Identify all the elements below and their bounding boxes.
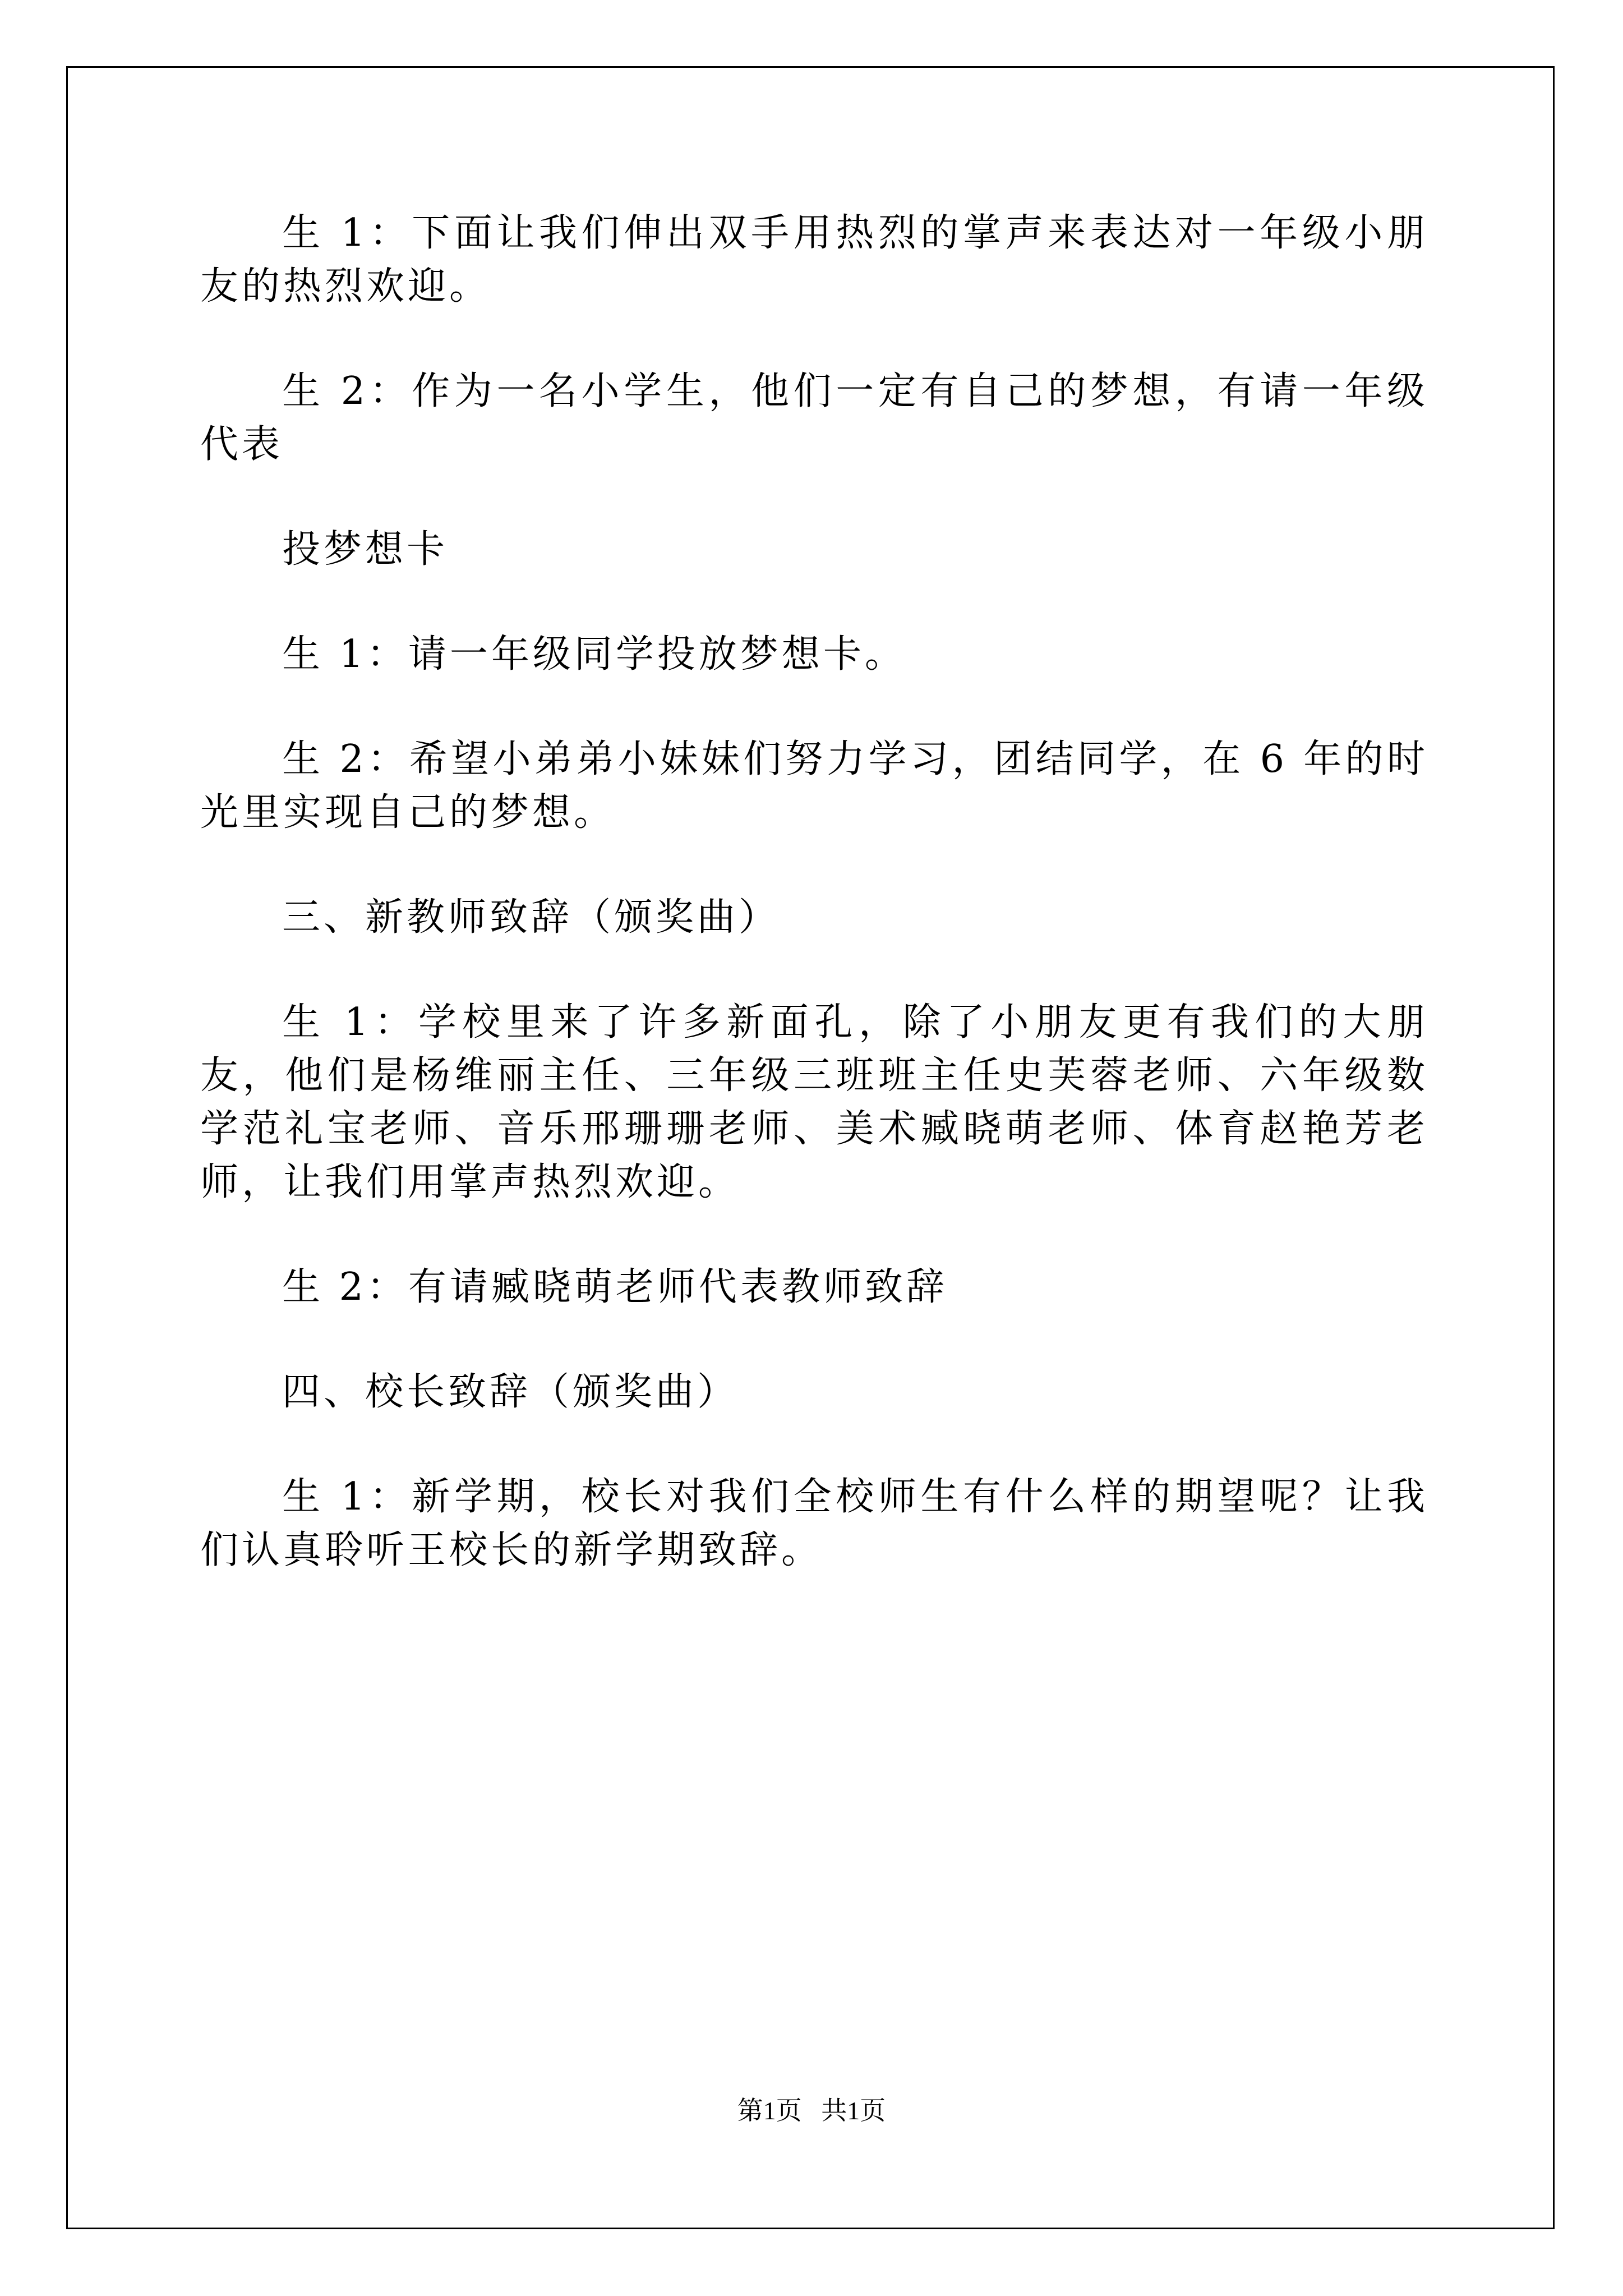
total-pages: 共1页 — [821, 2096, 886, 2125]
footer-spacer — [802, 2096, 822, 2125]
section-heading: 三、新教师致辞（颁奖曲） — [282, 895, 781, 940]
paragraph: 生 1：新学期，校长对我们全校师生有什么样的期望呢？让我们认真聆听王校长的新学期致辞。 — [200, 1475, 1428, 1572]
paragraph: 投梦想卡 — [282, 527, 449, 572]
paragraph: 生 2：作为一名小学生，他们一定有自己的梦想，有请一年级代表 — [200, 369, 1428, 467]
paragraph: 生 2：有请臧晓萌老师代表教师致辞 — [282, 1265, 948, 1309]
paragraph: 生 2：希望小弟弟小妹妹们努力学习，团结同学，在 6 年的时光里实现自己的梦想。 — [200, 737, 1428, 835]
paragraph: 生 1：下面让我们伸出双手用热烈的掌声来表达对一年级小朋友的热烈欢迎。 — [200, 211, 1428, 309]
document-body — [200, 206, 1428, 1628]
paragraph: 生 1：学校里来了许多新面孔，除了小朋友更有我们的大朋友，他们是杨维丽主任、三年级三班班主任史芙蓉老师、六年级数学范礼宝老师、音乐邢珊珊老师、美术臧晓萌老师、体育赵艳芳老师，让我们用掌声热烈欢迎。 — [200, 1000, 1428, 1204]
paragraph: 生 1：请一年级同学投放梦想卡。 — [282, 632, 906, 677]
section-heading: 四、校长致辞（颁奖曲） — [282, 1370, 739, 1414]
page-number: 第1页 — [737, 2096, 802, 2125]
page-footer — [0, 2094, 1623, 2128]
